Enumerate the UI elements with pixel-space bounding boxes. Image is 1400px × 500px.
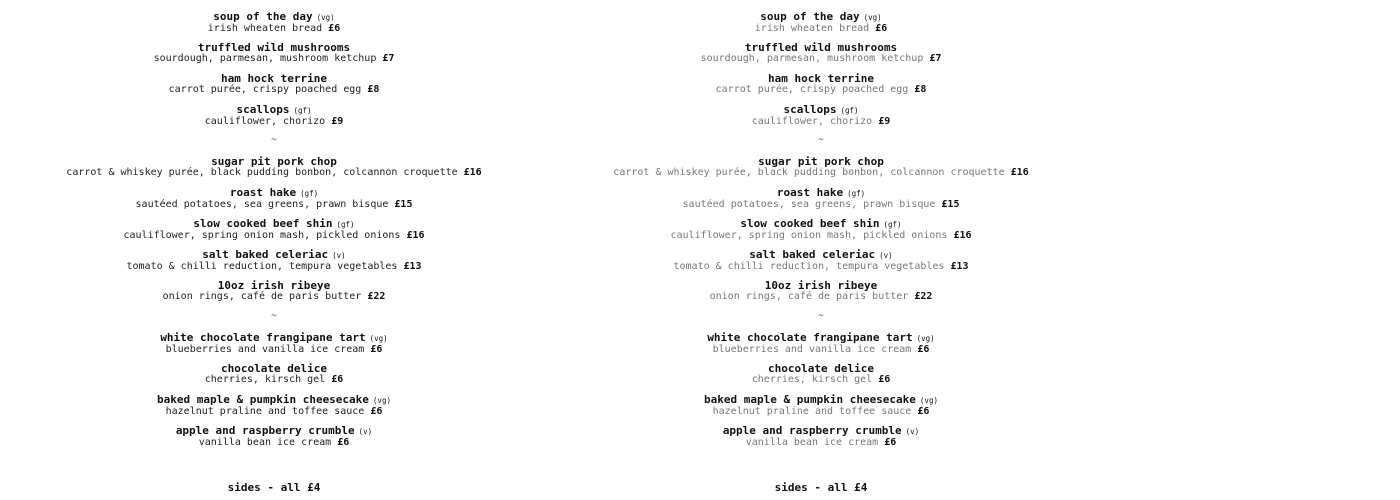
menu-item [547,156,1095,187]
menu-item [547,425,1095,456]
menu-item [547,11,1095,42]
dietary-tag: (v) [358,427,373,436]
item-title: salt baked celeriac [749,248,876,261]
item-description: sautéed potatoes, sea greens, prawn bisque [682,199,936,210]
dietary-tag: (gf) [336,220,355,229]
sides-heading: sides - all £4 [774,481,868,494]
item-description-line [0,167,548,178]
dietary-tag: (v) [332,251,346,260]
menu-item [0,42,548,73]
right-section-desserts [547,332,1095,456]
item-description: tomato & chilli reduction, tempura vegetables [126,261,398,272]
item-description: cauliflower, spring onion mash, pickled onions [670,230,948,241]
item-title: sugar pit pork chop [211,155,337,168]
item-title: slow cooked beef shin [740,217,880,230]
item-price: £15 [394,199,413,210]
menu-item [0,249,548,280]
dietary-tag: (v) [879,251,893,260]
item-title-line [547,11,1095,23]
item-description-line [0,261,548,272]
item-description: irish wheaten bread [207,23,323,34]
item-title: scallops [783,103,837,116]
menu-item [0,73,548,104]
menu-item [547,187,1095,218]
item-price: £6 [917,344,930,355]
item-description-line [547,167,1095,178]
item-price: £16 [463,167,482,178]
item-title-line [0,187,548,199]
item-description: sourdough, parmesan, mushroom ketchup [153,53,377,64]
menu-column-left [0,11,548,493]
item-title-line [547,42,1095,53]
item-description-line [547,437,1095,448]
item-title: soup of the day [760,10,860,23]
item-description-line [0,406,548,417]
item-description: carrot purée, crispy poached egg [715,84,909,95]
item-description-line [0,116,548,127]
item-description: blueberries and vanilla ice cream [712,344,912,355]
item-price: £13 [950,261,969,272]
item-price: £7 [929,53,942,64]
left-section-mains [0,156,548,311]
item-price: £6 [370,344,383,355]
item-description: onion rings, café de paris butter [709,291,909,302]
item-price: £16 [406,230,425,241]
item-description: sourdough, parmesan, mushroom ketchup [700,53,924,64]
menu-item [0,280,548,311]
item-description: blueberries and vanilla ice cream [165,344,365,355]
item-description: sautéed potatoes, sea greens, prawn bisque [135,199,389,210]
menu-column-right [547,11,1095,493]
menu-item [0,394,548,425]
item-description-line [0,230,548,241]
item-title: chocolate delice [768,362,874,375]
item-price: £6 [337,437,350,448]
item-title: chocolate delice [221,362,327,375]
menu-item [0,425,548,456]
item-description-line [547,344,1095,355]
item-description: carrot & whiskey purée, black pudding bonbon, colcannon croquette [66,167,458,178]
item-description: hazelnut praline and toffee sauce [165,406,365,417]
item-description: carrot & whiskey purée, black pudding bonbon, colcannon croquette [613,167,1005,178]
dietary-tag: (vg) [369,334,388,343]
item-title: white chocolate frangipane tart [160,331,366,344]
item-title-line [547,104,1095,116]
item-description-line [0,291,548,302]
item-title: 10oz irish ribeye [764,279,878,292]
item-title-line [547,363,1095,374]
item-description-line [547,199,1095,210]
dietary-tag: (vg) [919,396,938,405]
item-price: £6 [331,374,344,385]
item-description: carrot purée, crispy poached egg [168,84,362,95]
item-description-line [547,406,1095,417]
item-price: £8 [367,84,380,95]
item-title-line [0,394,548,406]
item-description-line [547,374,1095,385]
item-title-line [0,156,548,167]
right-section-starters [547,11,1095,135]
item-title-line [547,425,1095,437]
item-description: vanilla bean ice cream [198,437,332,448]
item-description-line [547,261,1095,272]
item-title: truffled wild mushrooms [744,41,898,54]
item-title: apple and raspberry crumble [175,424,355,437]
item-title: 10oz irish ribeye [217,279,331,292]
item-title-line [0,280,548,291]
item-title: white chocolate frangipane tart [707,331,913,344]
item-title: slow cooked beef shin [193,217,333,230]
menu-item [547,73,1095,104]
item-price: £15 [941,199,960,210]
dietary-tag: (vg) [863,13,882,22]
menu-item [0,218,548,249]
item-title-line [0,73,548,84]
item-description: onion rings, café de paris butter [162,291,362,302]
item-title-line [547,156,1095,167]
section-separator: ~ [818,311,824,321]
item-description: vanilla bean ice cream [745,437,879,448]
item-description-line [0,53,548,64]
item-price: £22 [367,291,386,302]
menu-item [547,280,1095,311]
item-description: cauliflower, chorizo [751,116,873,127]
item-title-line [547,332,1095,344]
section-separator: ~ [271,135,277,145]
item-title-line [547,280,1095,291]
item-description-line [547,230,1095,241]
menu-item [547,332,1095,363]
menu-item [547,249,1095,280]
item-title: soup of the day [213,10,313,23]
menu-item [547,394,1095,425]
item-title: scallops [236,103,290,116]
item-description: cherries, kirsch gel [204,374,326,385]
item-title: sugar pit pork chop [758,155,884,168]
item-title-line [547,187,1095,199]
item-title-line [547,249,1095,261]
item-title: ham hock terrine [768,72,874,85]
dietary-tag: (vg) [372,396,391,405]
menu-item [0,156,548,187]
item-title-line [0,425,548,437]
item-price: £7 [382,53,395,64]
item-price: £6 [328,23,341,34]
item-price: £9 [878,116,891,127]
item-description-line [547,116,1095,127]
dietary-tag: (gf) [300,189,319,198]
item-description-line [0,374,548,385]
section-separator: ~ [271,311,277,321]
item-title-line [0,363,548,374]
item-price: £9 [331,116,344,127]
dietary-tag: (gf) [840,106,859,115]
item-price: £22 [914,291,933,302]
item-price: £16 [1010,167,1029,178]
item-description: irish wheaten bread [754,23,870,34]
menu-item [547,104,1095,135]
menu-item [0,104,548,135]
item-price: £8 [914,84,927,95]
item-description-line [547,23,1095,34]
left-section-desserts [0,332,548,456]
item-price: £6 [884,437,897,448]
dietary-tag: (v) [905,427,920,436]
sides-heading: sides - all £4 [227,481,321,494]
item-description: hazelnut praline and toffee sauce [712,406,912,417]
menu-item [0,332,548,363]
item-description-line [547,291,1095,302]
menu-item [547,42,1095,73]
item-title: roast hake [776,186,844,199]
item-description: cauliflower, chorizo [204,116,326,127]
item-description: tomato & chilli reduction, tempura vegetables [673,261,945,272]
item-description-line [0,23,548,34]
item-description-line [0,199,548,210]
item-description-line [0,437,548,448]
item-title: baked maple & pumpkin cheesecake [157,393,369,406]
dietary-tag: (gf) [293,106,312,115]
item-description: cherries, kirsch gel [751,374,873,385]
item-price: £6 [878,374,891,385]
menu-item [547,218,1095,249]
item-description-line [0,344,548,355]
item-title-line [0,249,548,261]
dietary-tag: (gf) [883,220,902,229]
item-price: £6 [370,406,383,417]
section-separator: ~ [818,135,824,145]
item-title: salt baked celeriac [202,248,329,261]
item-description: cauliflower, spring onion mash, pickled onions [123,230,401,241]
item-title: roast hake [229,186,297,199]
item-description-line [547,84,1095,95]
item-title: baked maple & pumpkin cheesecake [704,393,916,406]
menu-item [0,11,548,42]
item-price: £6 [917,406,930,417]
item-title-line [0,218,548,230]
item-title-line [547,73,1095,84]
left-section-starters [0,11,548,135]
item-title-line [0,332,548,344]
item-title-line [547,394,1095,406]
item-title: apple and raspberry crumble [722,424,902,437]
item-title: ham hock terrine [221,72,327,85]
item-price: £16 [953,230,972,241]
right-section-mains [547,156,1095,311]
dietary-tag: (vg) [316,13,335,22]
item-title-line [0,104,548,116]
item-description-line [547,53,1095,64]
menu-item [0,187,548,218]
dietary-tag: (gf) [847,189,866,198]
item-title-line [0,11,548,23]
dietary-tag: (vg) [916,334,935,343]
item-description-line [0,84,548,95]
item-price: £6 [875,23,888,34]
item-title-line [547,218,1095,230]
item-price: £13 [403,261,422,272]
menu-item [0,363,548,394]
menu-item [547,363,1095,394]
item-title-line [0,42,548,53]
item-title: truffled wild mushrooms [197,41,351,54]
